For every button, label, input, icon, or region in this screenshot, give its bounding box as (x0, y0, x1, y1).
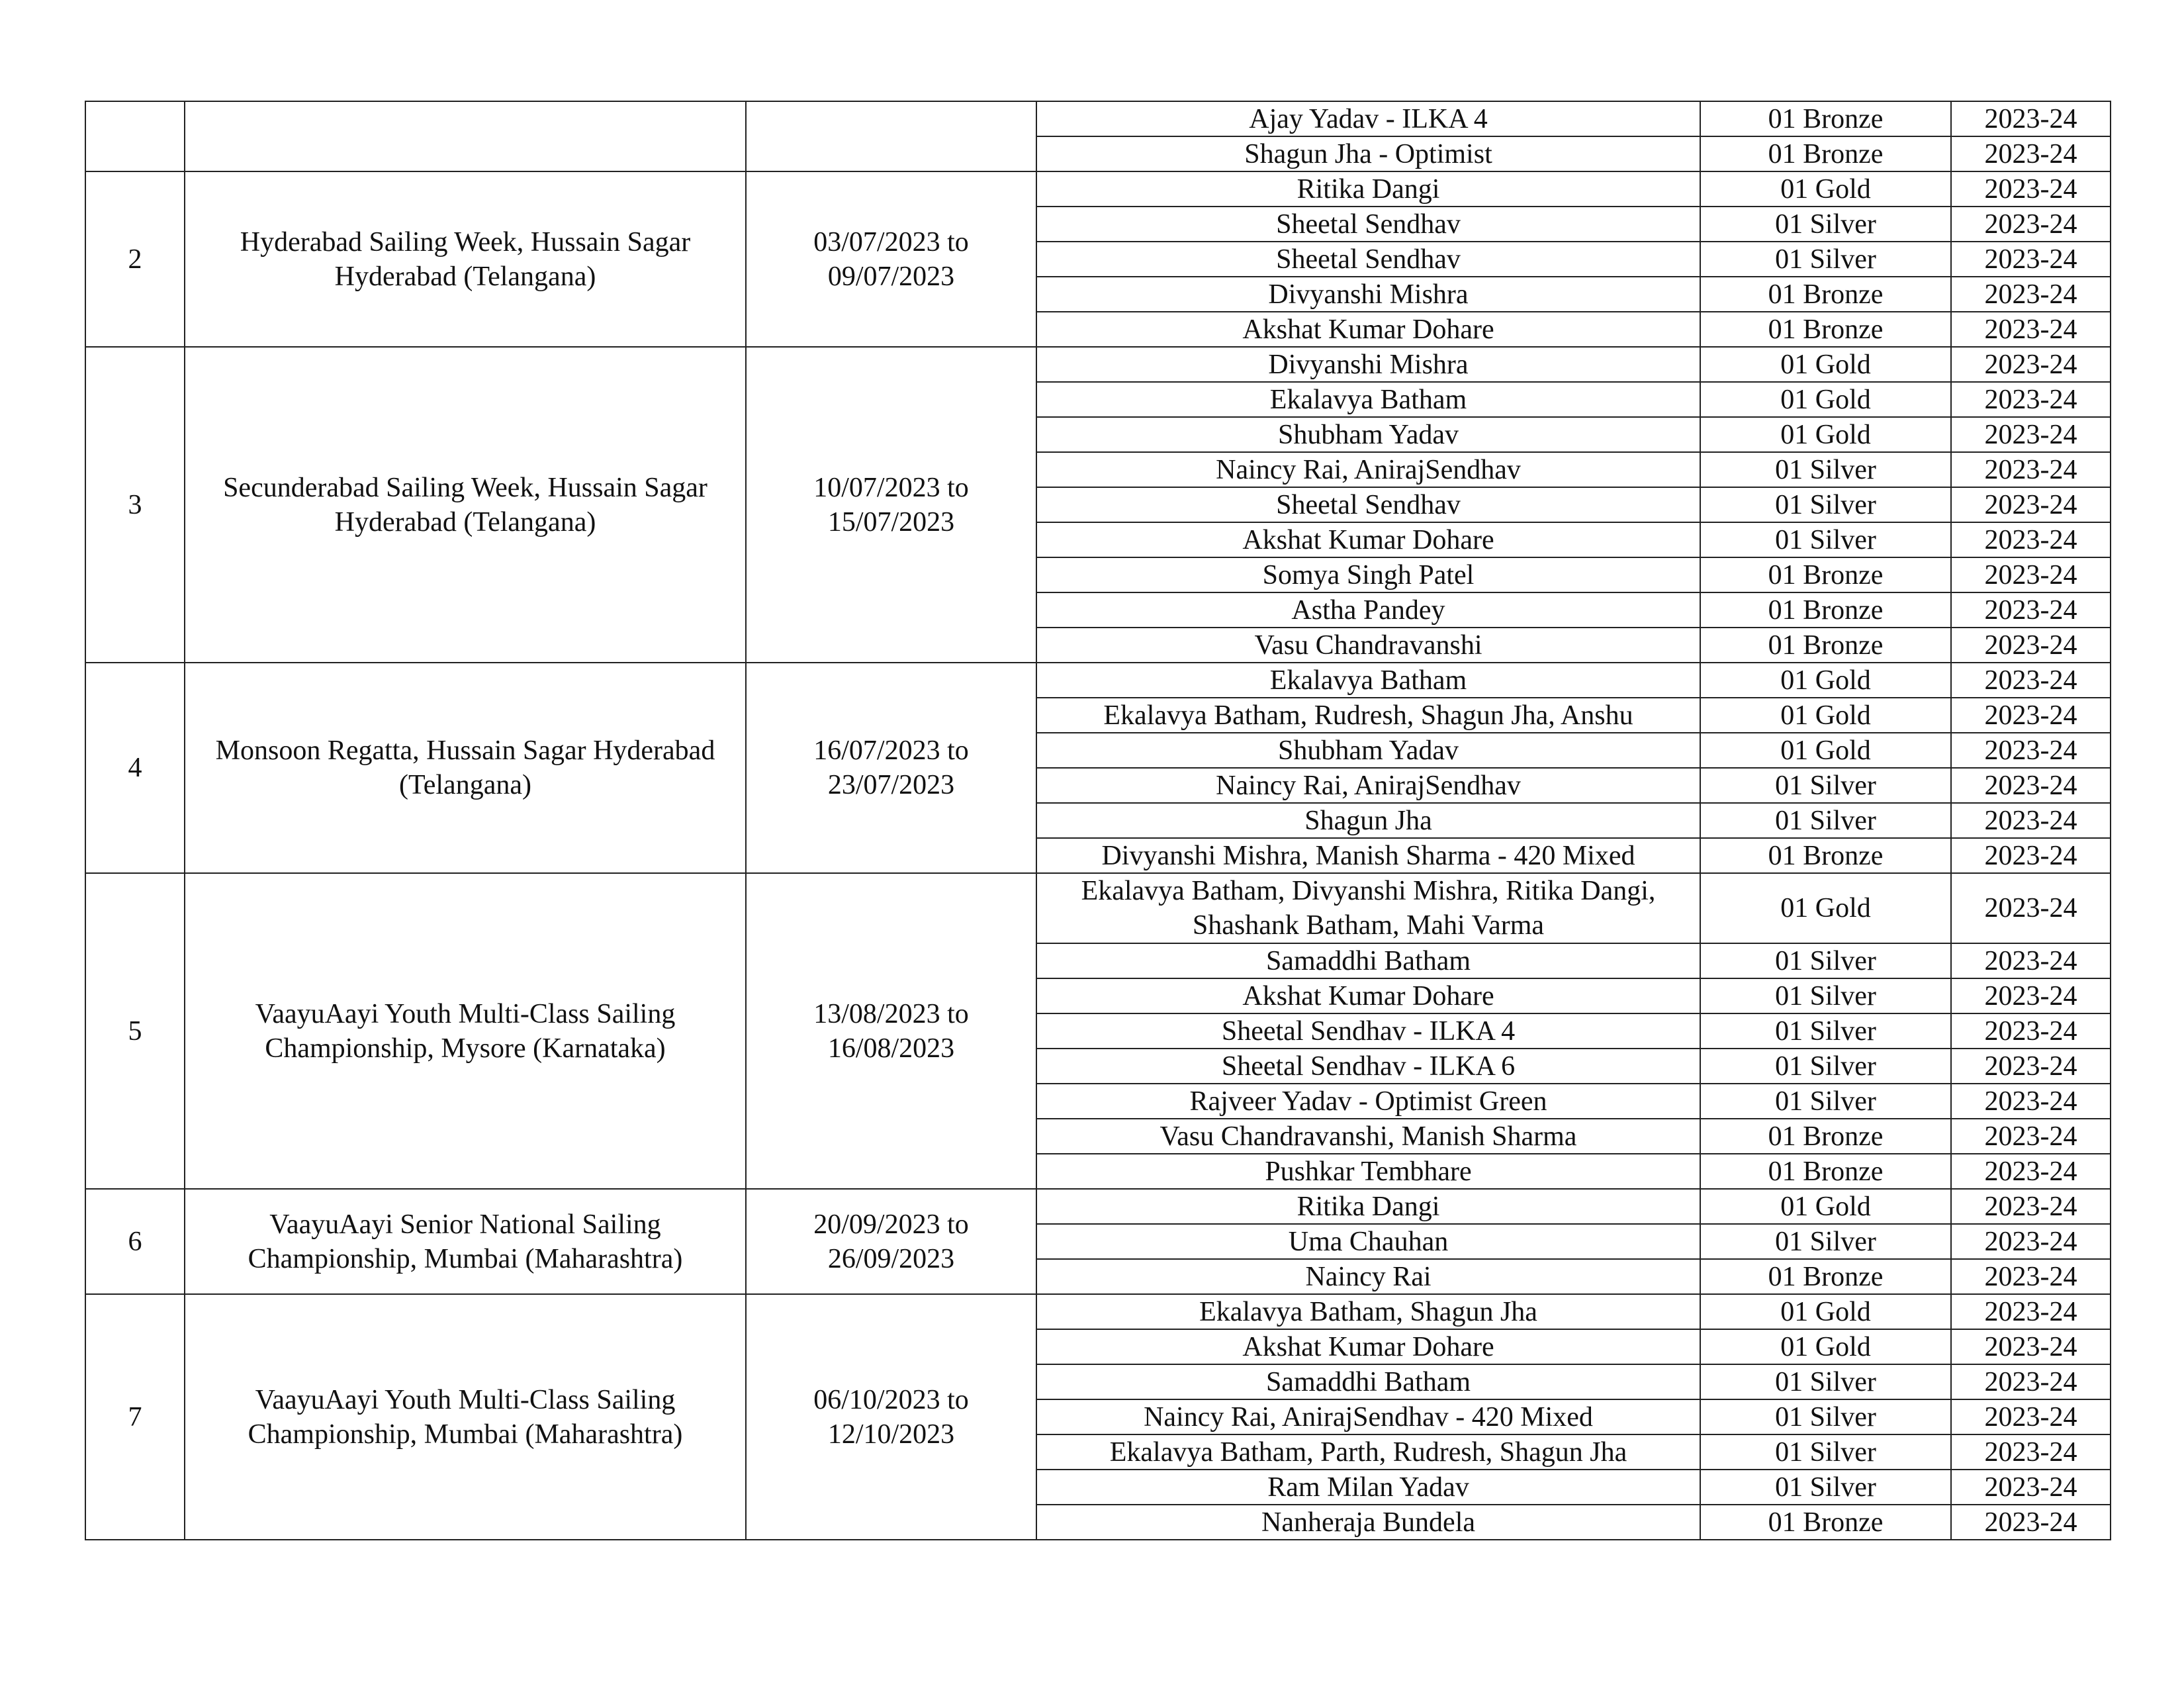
medal-cell: 01 Bronze (1700, 1259, 1951, 1294)
year-cell: 2023-24 (1951, 1505, 2111, 1540)
event-name-cell: Secunderabad Sailing Week, Hussain Sagar Hyderabad (Telangana) (185, 347, 746, 663)
medal-cell: 01 Silver (1700, 978, 1951, 1013)
athlete-cell: Akshat Kumar Dohare (1036, 978, 1700, 1013)
year-cell: 2023-24 (1951, 522, 2111, 557)
event-name-cell: VaayuAayi Youth Multi-Class Sailing Championship, Mumbai (Maharashtra) (185, 1294, 746, 1540)
athlete-cell: Ritika Dangi (1036, 171, 1700, 207)
medal-cell: 01 Gold (1700, 171, 1951, 207)
athlete-cell: Naincy Rai, AnirajSendhav (1036, 452, 1700, 487)
event-name-cell: VaayuAayi Senior National Sailing Championship, Mumbai (Maharashtra) (185, 1189, 746, 1294)
athlete-cell: Vasu Chandravanshi (1036, 628, 1700, 663)
medal-cell: 01 Bronze (1700, 136, 1951, 171)
medal-cell: 01 Bronze (1700, 312, 1951, 347)
year-cell: 2023-24 (1951, 557, 2111, 592)
event-number-cell: 4 (85, 663, 185, 873)
year-cell: 2023-24 (1951, 101, 2111, 136)
medal-cell: 01 Bronze (1700, 1154, 1951, 1189)
year-cell: 2023-24 (1951, 312, 2111, 347)
event-number-cell (85, 101, 185, 171)
year-cell: 2023-24 (1951, 1259, 2111, 1294)
year-cell: 2023-24 (1951, 452, 2111, 487)
year-cell: 2023-24 (1951, 1224, 2111, 1259)
event-name-cell: VaayuAayi Youth Multi-Class Sailing Championship, Mysore (Karnataka) (185, 873, 746, 1189)
athlete-cell: Uma Chauhan (1036, 1224, 1700, 1259)
medal-cell: 01 Bronze (1700, 101, 1951, 136)
medal-cell: 01 Gold (1700, 382, 1951, 417)
event-date-cell: 10/07/2023 to 15/07/2023 (746, 347, 1036, 663)
athlete-cell: Ekalavya Batham (1036, 382, 1700, 417)
athlete-cell: Sheetal Sendhav (1036, 242, 1700, 277)
year-cell: 2023-24 (1951, 347, 2111, 382)
athlete-cell: Sheetal Sendhav (1036, 487, 1700, 522)
athlete-cell: Naincy Rai, AnirajSendhav - 420 Mixed (1036, 1399, 1700, 1434)
year-cell: 2023-24 (1951, 487, 2111, 522)
year-cell: 2023-24 (1951, 1119, 2111, 1154)
medal-cell: 01 Silver (1700, 1224, 1951, 1259)
year-cell: 2023-24 (1951, 1399, 2111, 1434)
athlete-cell: Samaddhi Batham (1036, 1364, 1700, 1399)
athlete-cell: Pushkar Tembhare (1036, 1154, 1700, 1189)
year-cell: 2023-24 (1951, 803, 2111, 838)
year-cell: 2023-24 (1951, 1434, 2111, 1470)
athlete-cell: Naincy Rai (1036, 1259, 1700, 1294)
table-row (85, 1294, 2111, 1329)
medal-cell: 01 Silver (1700, 1399, 1951, 1434)
year-cell: 2023-24 (1951, 592, 2111, 628)
athlete-cell: Shagun Jha - Optimist (1036, 136, 1700, 171)
medal-cell: 01 Gold (1700, 873, 1951, 943)
athlete-cell: Ritika Dangi (1036, 1189, 1700, 1224)
year-cell: 2023-24 (1951, 978, 2111, 1013)
event-number-cell: 7 (85, 1294, 185, 1540)
medal-table (85, 101, 2111, 1540)
medal-cell: 01 Gold (1700, 347, 1951, 382)
athlete-cell: Rajveer Yadav - Optimist Green (1036, 1084, 1700, 1119)
medal-cell: 01 Silver (1700, 1364, 1951, 1399)
year-cell: 2023-24 (1951, 1364, 2111, 1399)
athlete-cell: Vasu Chandravanshi, Manish Sharma (1036, 1119, 1700, 1154)
medal-cell: 01 Silver (1700, 768, 1951, 803)
athlete-cell: Akshat Kumar Dohare (1036, 312, 1700, 347)
year-cell: 2023-24 (1951, 1329, 2111, 1364)
year-cell: 2023-24 (1951, 382, 2111, 417)
athlete-cell: Astha Pandey (1036, 592, 1700, 628)
year-cell: 2023-24 (1951, 698, 2111, 733)
year-cell: 2023-24 (1951, 242, 2111, 277)
event-number-cell: 6 (85, 1189, 185, 1294)
table-row (85, 101, 2111, 136)
medal-cell: 01 Silver (1700, 207, 1951, 242)
event-number-cell: 5 (85, 873, 185, 1189)
event-date-cell: 06/10/2023 to 12/10/2023 (746, 1294, 1036, 1540)
athlete-cell: Divyanshi Mishra (1036, 347, 1700, 382)
year-cell: 2023-24 (1951, 1154, 2111, 1189)
event-name-cell (185, 101, 746, 171)
medal-cell: 01 Silver (1700, 1470, 1951, 1505)
year-cell: 2023-24 (1951, 768, 2111, 803)
athlete-cell: Samaddhi Batham (1036, 943, 1700, 978)
medal-cell: 01 Silver (1700, 1049, 1951, 1084)
table-row (85, 171, 2111, 207)
medal-cell: 01 Silver (1700, 452, 1951, 487)
medal-cell: 01 Gold (1700, 733, 1951, 768)
medal-cell: 01 Bronze (1700, 628, 1951, 663)
medal-cell: 01 Gold (1700, 1189, 1951, 1224)
event-number-cell: 2 (85, 171, 185, 347)
athlete-cell: Naincy Rai, AnirajSendhav (1036, 768, 1700, 803)
medal-cell: 01 Silver (1700, 1434, 1951, 1470)
athlete-cell: Shubham Yadav (1036, 733, 1700, 768)
medal-cell: 01 Gold (1700, 698, 1951, 733)
table-row (85, 663, 2111, 698)
year-cell: 2023-24 (1951, 1470, 2111, 1505)
athlete-cell: Sheetal Sendhav - ILKA 4 (1036, 1013, 1700, 1049)
year-cell: 2023-24 (1951, 277, 2111, 312)
table-row (85, 347, 2111, 382)
athlete-cell: Somya Singh Patel (1036, 557, 1700, 592)
athlete-cell: Ekalavya Batham, Divyanshi Mishra, Ritika Dangi, Shashank Batham, Mahi Varma (1036, 873, 1700, 943)
athlete-cell: Akshat Kumar Dohare (1036, 522, 1700, 557)
year-cell: 2023-24 (1951, 873, 2111, 943)
athlete-cell: Divyanshi Mishra (1036, 277, 1700, 312)
year-cell: 2023-24 (1951, 207, 2111, 242)
event-date-cell: 03/07/2023 to 09/07/2023 (746, 171, 1036, 347)
year-cell: 2023-24 (1951, 733, 2111, 768)
year-cell: 2023-24 (1951, 171, 2111, 207)
year-cell: 2023-24 (1951, 1049, 2111, 1084)
medal-cell: 01 Silver (1700, 522, 1951, 557)
medal-cell: 01 Silver (1700, 242, 1951, 277)
year-cell: 2023-24 (1951, 663, 2111, 698)
medal-cell: 01 Gold (1700, 1294, 1951, 1329)
year-cell: 2023-24 (1951, 628, 2111, 663)
table-row (85, 873, 2111, 943)
medal-cell: 01 Silver (1700, 487, 1951, 522)
medal-cell: 01 Silver (1700, 943, 1951, 978)
athlete-cell: Shagun Jha (1036, 803, 1700, 838)
year-cell: 2023-24 (1951, 838, 2111, 873)
event-number-cell: 3 (85, 347, 185, 663)
medal-cell: 01 Bronze (1700, 1119, 1951, 1154)
medal-cell: 01 Bronze (1700, 557, 1951, 592)
medal-cell: 01 Gold (1700, 663, 1951, 698)
medal-cell: 01 Silver (1700, 803, 1951, 838)
medal-cell: 01 Bronze (1700, 277, 1951, 312)
table-row (85, 1189, 2111, 1224)
event-date-cell: 13/08/2023 to 16/08/2023 (746, 873, 1036, 1189)
athlete-cell: Ram Milan Yadav (1036, 1470, 1700, 1505)
athlete-cell: Ajay Yadav - ILKA 4 (1036, 101, 1700, 136)
athlete-cell: Shubham Yadav (1036, 417, 1700, 452)
medal-cell: 01 Bronze (1700, 592, 1951, 628)
athlete-cell: Sheetal Sendhav (1036, 207, 1700, 242)
athlete-cell: Ekalavya Batham, Rudresh, Shagun Jha, Anshu (1036, 698, 1700, 733)
year-cell: 2023-24 (1951, 1189, 2111, 1224)
athlete-cell: Ekalavya Batham (1036, 663, 1700, 698)
athlete-cell: Nanheraja Bundela (1036, 1505, 1700, 1540)
athlete-cell: Ekalavya Batham, Parth, Rudresh, Shagun Jha (1036, 1434, 1700, 1470)
event-name-cell: Monsoon Regatta, Hussain Sagar Hyderabad (Telangana) (185, 663, 746, 873)
event-date-cell (746, 101, 1036, 171)
medal-cell: 01 Silver (1700, 1013, 1951, 1049)
year-cell: 2023-24 (1951, 1013, 2111, 1049)
medal-cell: 01 Gold (1700, 417, 1951, 452)
event-name-cell: Hyderabad Sailing Week, Hussain Sagar Hyderabad (Telangana) (185, 171, 746, 347)
event-date-cell: 20/09/2023 to 26/09/2023 (746, 1189, 1036, 1294)
athlete-cell: Akshat Kumar Dohare (1036, 1329, 1700, 1364)
athlete-cell: Ekalavya Batham, Shagun Jha (1036, 1294, 1700, 1329)
year-cell: 2023-24 (1951, 1294, 2111, 1329)
medal-table-body (85, 101, 2111, 1540)
medal-cell: 01 Bronze (1700, 838, 1951, 873)
medal-cell: 01 Bronze (1700, 1505, 1951, 1540)
year-cell: 2023-24 (1951, 943, 2111, 978)
medal-cell: 01 Gold (1700, 1329, 1951, 1364)
year-cell: 2023-24 (1951, 417, 2111, 452)
athlete-cell: Sheetal Sendhav - ILKA 6 (1036, 1049, 1700, 1084)
athlete-cell: Divyanshi Mishra, Manish Sharma - 420 Mixed (1036, 838, 1700, 873)
year-cell: 2023-24 (1951, 136, 2111, 171)
event-date-cell: 16/07/2023 to 23/07/2023 (746, 663, 1036, 873)
medal-cell: 01 Silver (1700, 1084, 1951, 1119)
year-cell: 2023-24 (1951, 1084, 2111, 1119)
